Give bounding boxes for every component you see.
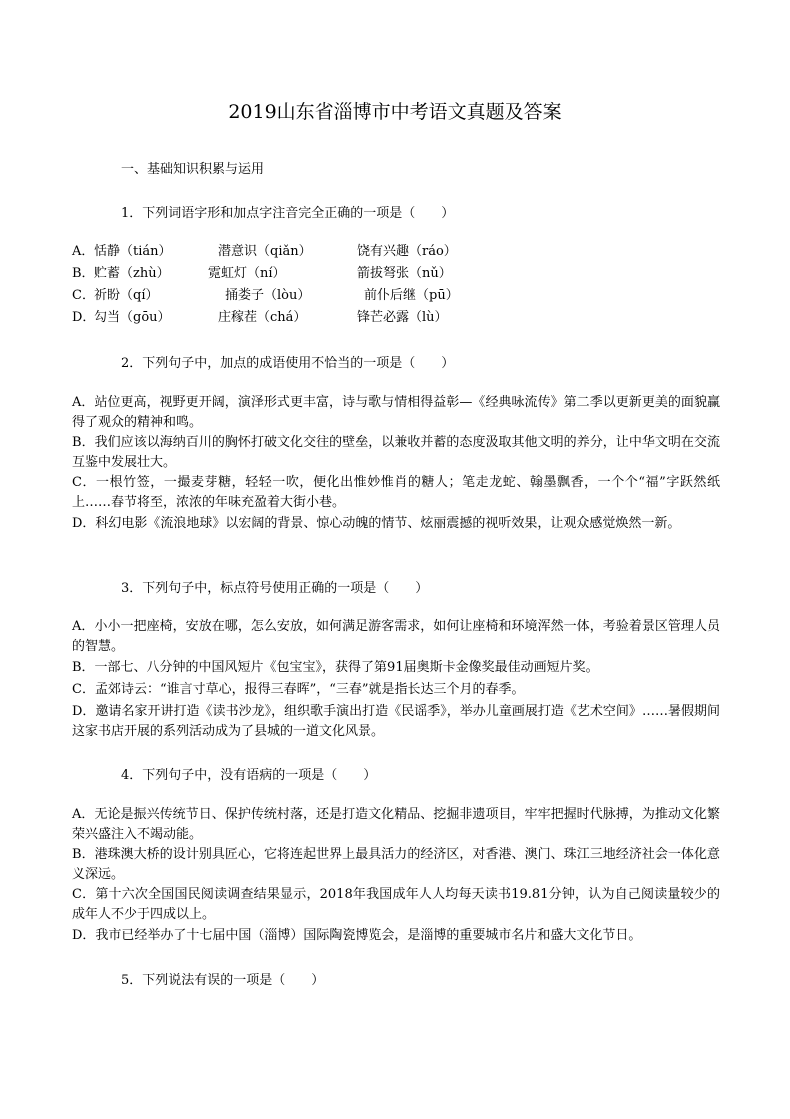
question-1-stem: 1．下列词语字形和加点字注音完全正确的一项是（ ） [121,206,455,221]
section-heading: 一、基础知识积累与运用 [121,162,265,177]
option-label: C． [72,288,95,303]
option-item: 潜意识（qiǎn） [218,244,312,259]
question-4-stem: 4．下列句子中，没有语病的一项是（ ） [121,768,377,783]
question-3-option-c: C．孟郊诗云：“谁言寸草心，报得三春晖”，“三春”就是指长达三个月的春季。 [72,682,525,697]
question-2-option-b: B．我们应该以海纳百川的胸怀打破文化交往的壁垒，以兼收并蓄的态度汲取其他文明的养分，让中华文明在交流互鉴中发展壮大。 [72,435,720,470]
option-item: 捅娄子（lòu） [225,288,311,303]
question-3-option-a: A．小小一把座椅，安放在哪，怎么安放，如何满足游客需求，如何让座椅和环境浑然一体，考验着景区管理人员的智慧。 [72,619,720,654]
question-4-option-c: C．第十六次全国国民阅读调查结果显示，2018年我国成年人人均每天读书19.81分钟，认为自己阅读量较少的成年人不少于四成以上。 [72,887,720,922]
question-3-option-b: B．一部七、八分钟的中国风短片《包宝宝》，获得了第91届奥斯卡金像奖最佳动画短片奖。 [72,660,599,675]
question-5-stem: 5．下列说法有误的一项是（ ） [121,973,325,988]
option-item: 贮蓄（zhù） [94,266,170,281]
question-4-option-a: A．无论是振兴传统节日、保护传统村落，还是打造文化精品、挖掘非遗项目，牢牢把握时代脉搏，为推动文化繁荣兴盛注入不竭动能。 [72,807,720,842]
question-3-option-d: D．邀请名家开讲打造《读书沙龙》，组织歌手演出打造《民谣季》，举办儿童画展打造《艺术空间》……暑假期间这家书店开展的系列活动成为了县城的一道文化风景。 [72,704,720,739]
option-item: 勾当（gōu） [94,310,171,325]
question-4-option-b: B．港珠澳大桥的设计别具匠心，它将连起世界上最具活力的经济区，对香港、澳门、珠江三地经济社会一体化意义深远。 [72,847,720,882]
question-2-stem: 2．下列句子中，加点的成语使用不恰当的一项是（ ） [121,356,455,371]
option-item: 锋芒必露（lù） [357,310,448,325]
option-label: A． [72,244,95,259]
option-item: 箭拔弩张（nǔ） [357,266,452,281]
option-item: 霓虹灯（ní） [208,266,286,281]
question-2-option-c: C．一根竹签，一撮麦芽糖，轻轻一吹，便化出惟妙惟肖的糖人；笔走龙蛇、翰墨飘香，一个个“福”字跃然纸上……春节将至，浓浓的年味充盈着大街小巷。 [72,475,720,510]
option-item: 庄稼茬（chá） [218,310,307,325]
question-4-option-d: D．我市已经举办了十七届中国（淄博）国际陶瓷博览会，是淄博的重要城市名片和盛大文化节日。 [72,928,642,943]
question-2-option-a: A．站位更高，视野更开阔，演泽形式更丰富，诗与歌与情相得益彰—《经典咏流传》第二季以更新更美的面貌赢得了观众的精神和鸣。 [72,395,720,430]
option-item: 前仆后继（pū） [364,288,459,303]
option-item: 祈盼（qí） [94,288,159,303]
question-2-option-d: D．科幻电影《流浪地球》以宏阔的背景、惊心动魄的情节、炫丽震撼的视听效果，让观众感觉焕然一新。 [72,516,681,531]
option-label: D． [72,310,96,325]
question-3-stem: 3．下列句子中，标点符号使用正确的一项是（ ） [121,581,429,596]
option-label: B． [72,266,95,281]
option-item: 饶有兴趣（ráo） [357,244,457,259]
option-item: 恬静（tián） [94,244,172,259]
page-title: 2019山东省淄博市中考语文真题及答案 [228,101,562,123]
